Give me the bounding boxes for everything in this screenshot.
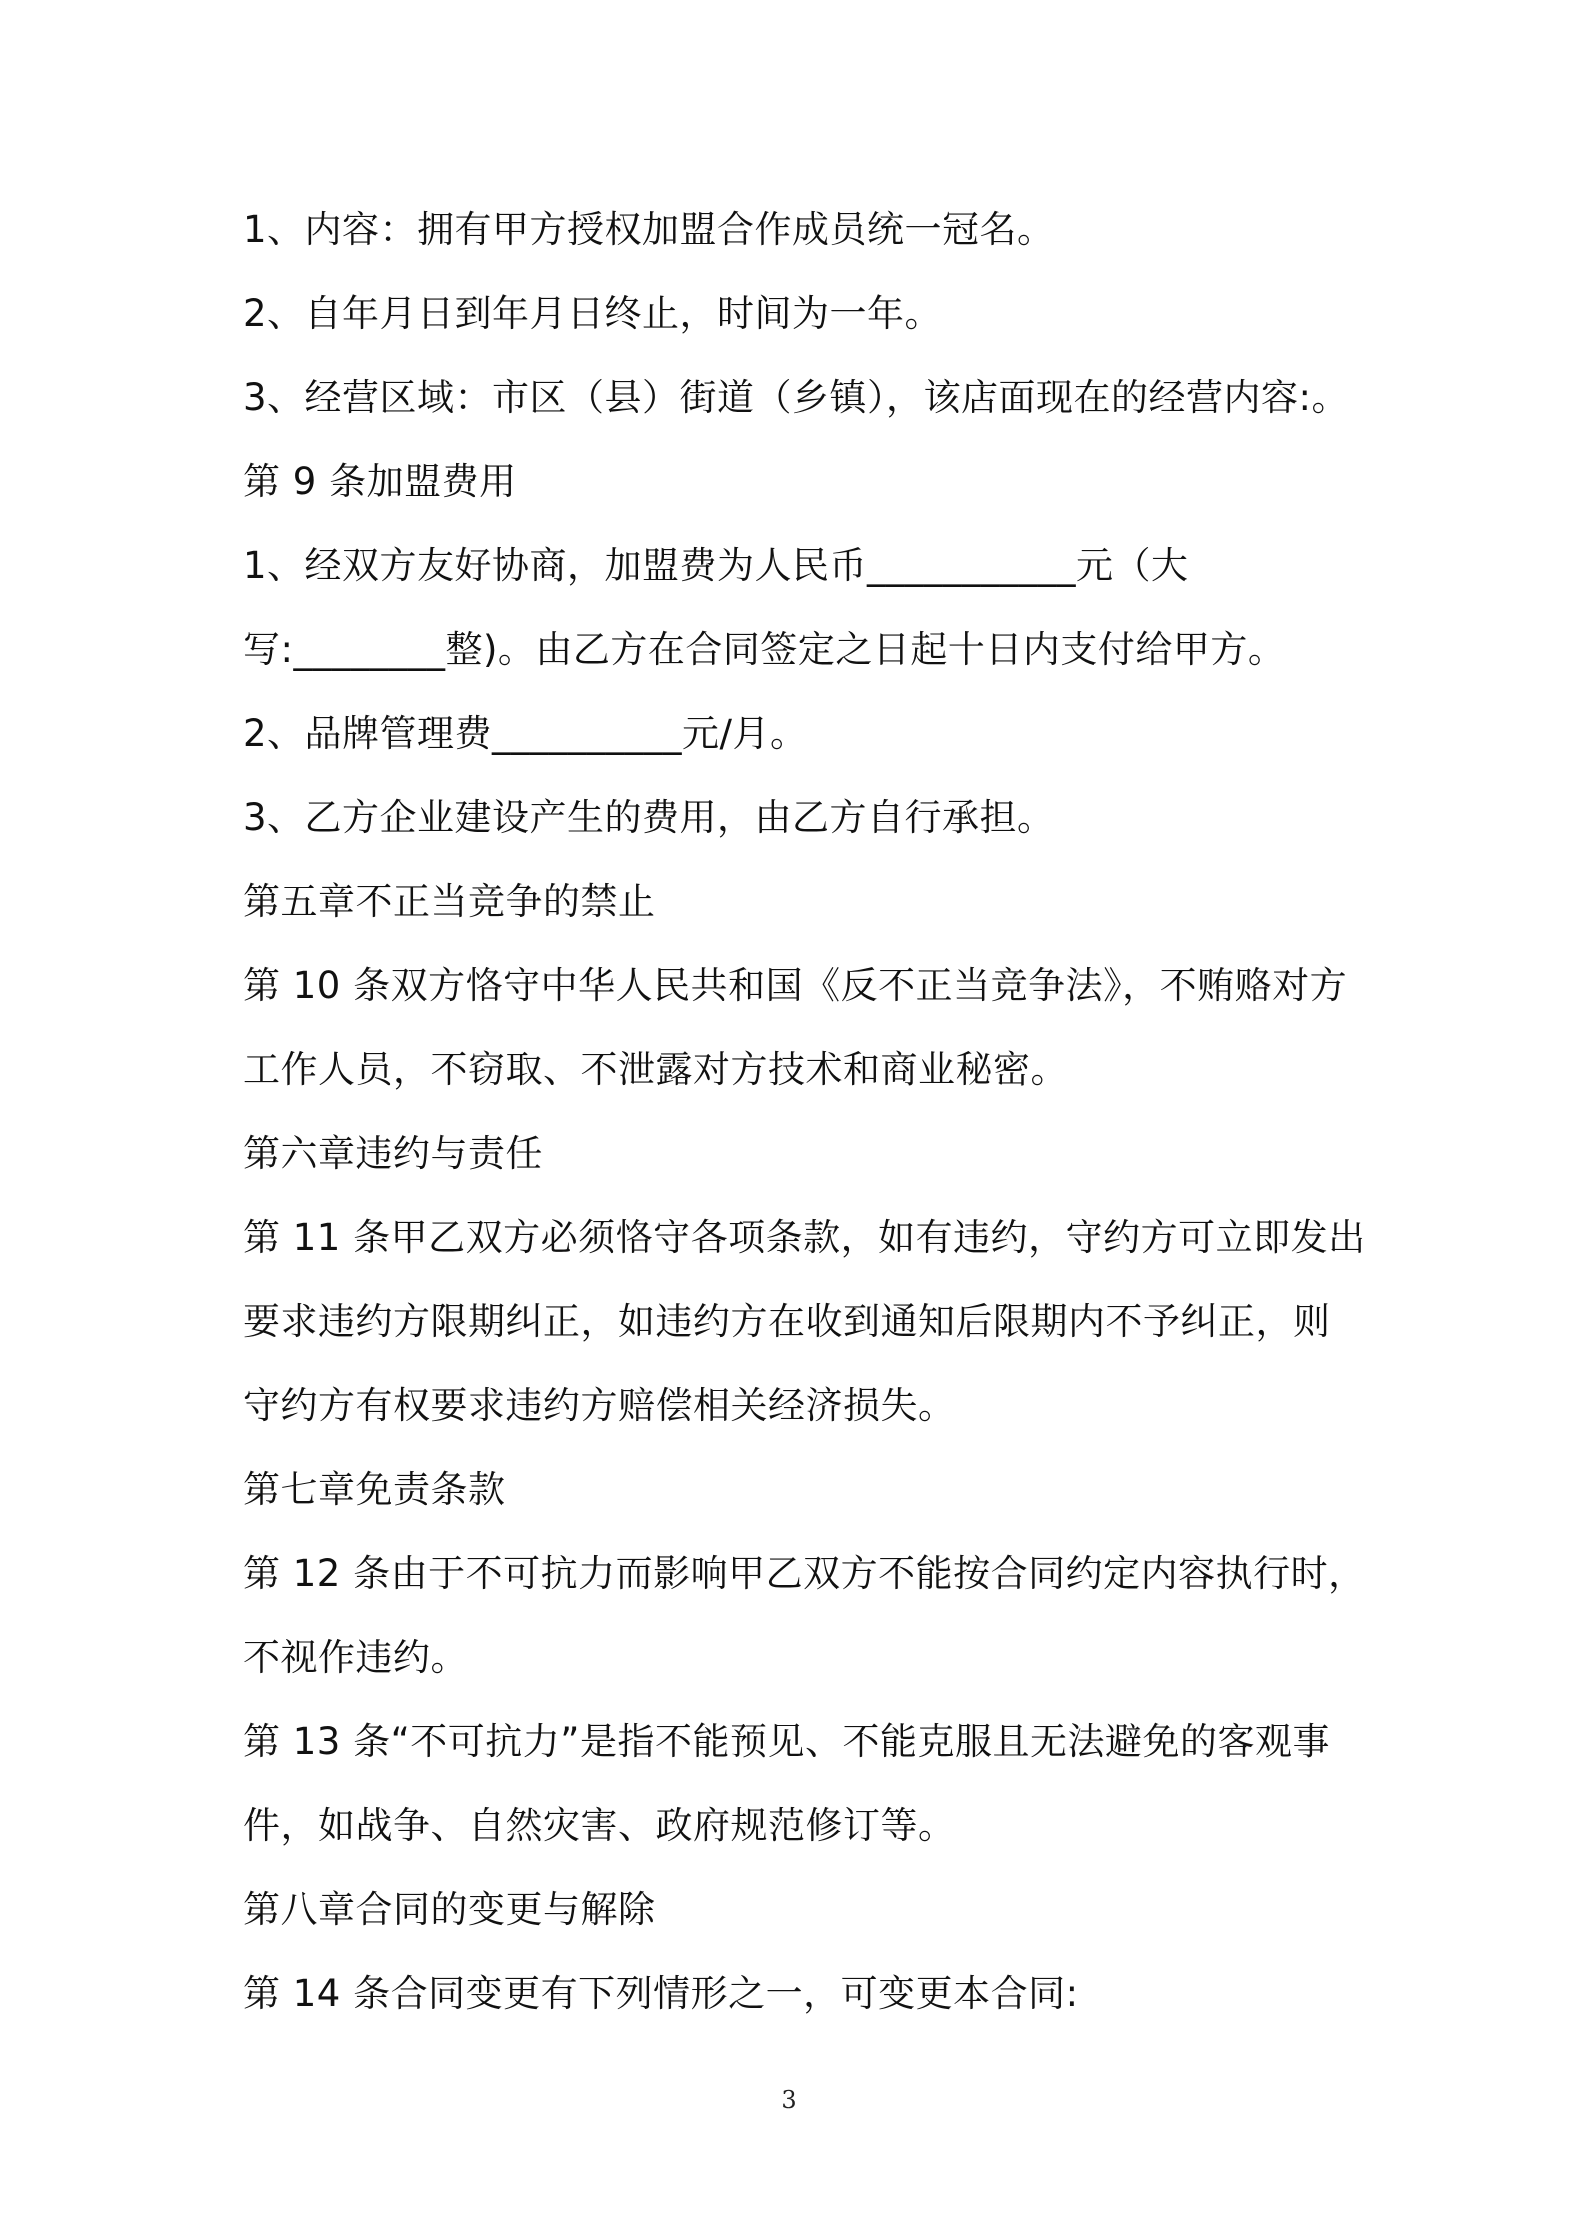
text-line: 第 12 条由于不可抗力而影响甲乙双方不能按合同约定内容执行时， [243,1552,1366,1595]
chapter-heading: 第八章合同的变更与解除 [243,1888,656,1931]
text-line: 工作人员，不窃取、不泄露对方技术和商业秘密。 [243,1048,1068,1091]
chapter-heading: 第五章不正当竞争的禁止 [243,880,656,923]
page-number: 3 [781,2086,797,2114]
text-line: 要求违约方限期纠正，如违约方在收到通知后限期内不予纠正，则 [243,1300,1331,1343]
document-body [243,198,1366,2046]
article-heading: 第 9 条加盟费用 [243,460,517,503]
chapter-heading: 第六章违约与责任 [243,1132,543,1175]
chapter-heading: 第七章免责条款 [243,1468,506,1511]
text-line: 写:________整)。由乙方在合同签定之日起十日内支付给甲方。 [243,628,1286,671]
text-line: 第 13 条“不可抗力”是指不能预见、不能克服且无法避免的客观事 [243,1720,1330,1763]
text-line: 第 10 条双方恪守中华人民共和国《反不正当竞争法》，不贿赂对方 [243,964,1348,1007]
text-line: 2、自年月日到年月日终止，时间为一年。 [243,292,943,335]
text-line: 1、经双方友好协商，加盟费为人民币___________元（大 [243,544,1189,587]
text-line: 第 14 条合同变更有下列情形之一，可变更本合同: [243,1972,1079,2015]
text-line: 不视作违约。 [243,1636,468,1679]
text-line: 3、经营区域：市区（县）街道（乡镇），该店面现在的经营内容:。 [243,376,1350,419]
text-line: 2、品牌管理费__________元/月。 [243,712,808,755]
text-line: 1、内容：拥有甲方授权加盟合作成员统一冠名。 [243,208,1055,251]
text-line: 件，如战争、自然灾害、政府规范修订等。 [243,1804,956,1847]
text-line: 第 11 条甲乙双方必须恪守各项条款，如有违约，守约方可立即发出 [243,1216,1366,1259]
text-line: 守约方有权要求违约方赔偿相关经济损失。 [243,1384,956,1427]
text-line: 3、乙方企业建设产生的费用，由乙方自行承担。 [243,796,1055,839]
